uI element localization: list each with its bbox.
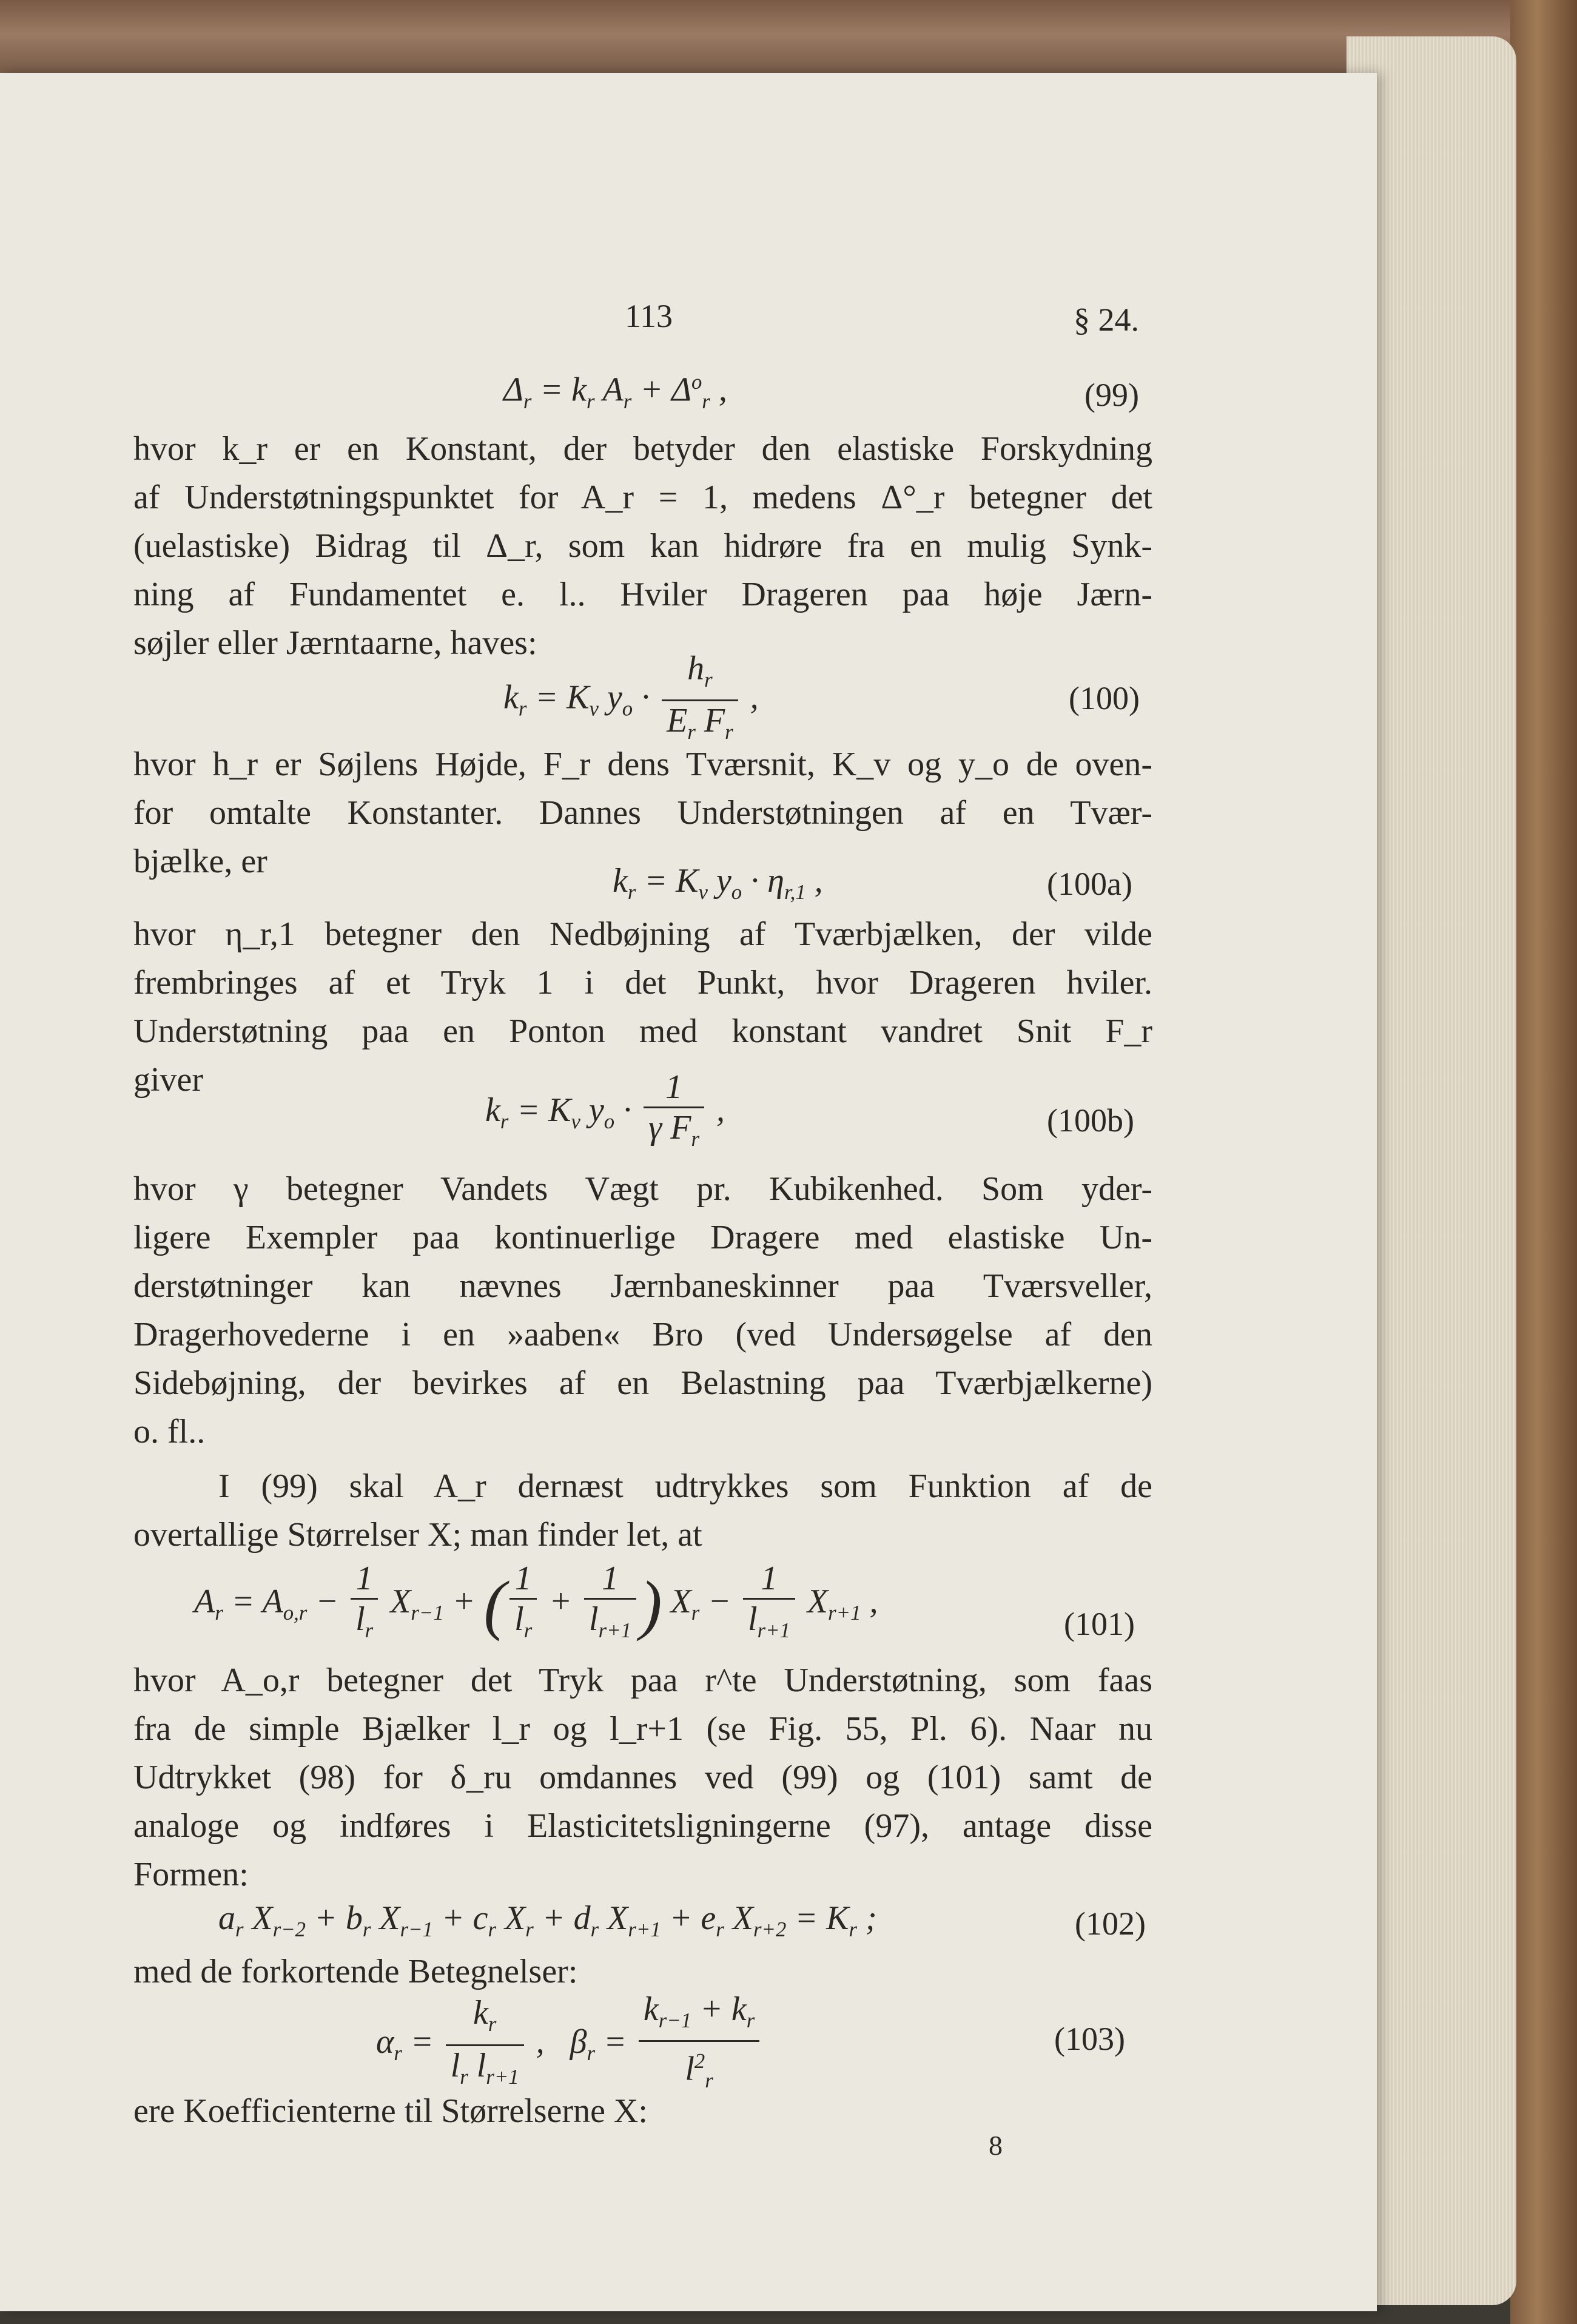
body-line: ning af Fundamentet e. l.. Hviler Drageren paa høje Jærn-: [133, 576, 1152, 613]
section-number: § 24.: [1074, 301, 1139, 338]
book-cover-top: [0, 0, 1577, 85]
page-number: 113: [625, 298, 673, 334]
body-line: frembringes af et Tryk 1 i det Punkt, hvor Drageren hviler.: [133, 964, 1152, 1002]
book-cover-right: [1510, 0, 1577, 2324]
signature-mark: 8: [989, 2130, 1003, 2161]
equation-100a: $k_r = K_v$ $y_o \cdot \eta_{r,1}$ ,: [613, 862, 823, 904]
equation-99-number: (99): [1084, 377, 1139, 413]
equation-99: $\Delta_r = k_r$ $A_r + \Delta^o_r$ ,: [503, 370, 727, 413]
body-line: Udtrykket (98) for δ_ru omdannes ved (99) og (101) samt de: [133, 1759, 1152, 1796]
equation-101: $A_r = A_{o,r}$ − $\frac{1}{l_r}$ $X_{r-1}$ + ( $\frac{1}{l_r}$ + $\frac{1}{l_{r+1}}$ ) $X_r$ − $\frac{1}{l_{r+1}}$ $X_{r+1}$ ,: [194, 1560, 878, 1643]
body-line: I (99) skal A_r dernæst udtrykkes som Funktion af de: [218, 1467, 1152, 1505]
body-line: Sidebøjning, der bevirkes af en Belastning paa Tværbjælkerne): [133, 1364, 1152, 1402]
body-line: (uelastiske) Bidrag til Δ_r, som kan hidrøre fra en mulig Synk-: [133, 527, 1152, 565]
book-page: [0, 73, 1377, 2311]
body-line: for omtalte Konstanter. Dannes Understøtningen af en Tvær-: [133, 794, 1152, 832]
equation-101-number: (101): [1064, 1606, 1135, 1642]
equation-103-number: (103): [1054, 2021, 1125, 2057]
body-line: o. fl..: [133, 1413, 206, 1450]
body-line: overtallige Størrelser X; man finder let, at: [133, 1516, 702, 1554]
body-line: fra de simple Bjælker l_r og l_r+1 (se Fig. 55, Pl. 6). Naar nu: [133, 1710, 1152, 1748]
body-line: hvor η_r,1 betegner den Nedbøjning af Tværbjælken, der vilde: [133, 915, 1152, 953]
body-line: med de forkortende Betegnelser:: [133, 1953, 578, 1990]
equation-102-number: (102): [1075, 1905, 1146, 1942]
equation-100-number: (100): [1069, 680, 1140, 716]
body-line: ere Koefficienterne til Størrelserne X:: [133, 2092, 648, 2130]
equation-100a-number: (100a): [1047, 866, 1132, 902]
body-line: Dragerhovederne i en »aaben« Bro (ved Undersøgelse af den: [133, 1316, 1152, 1353]
equation-100b-number: (100b): [1047, 1102, 1134, 1139]
equation-102: $a_r$ $X_{r-2} + b_r$ $X_{r-1} + c_r$ $X_r + d_r$ $X_{r+1} + e_r$ $X_{r+2} = K_r$ ;: [218, 1899, 877, 1942]
body-line: analoge og indføres i Elasticitetsligningerne (97), antage disse: [133, 1807, 1152, 1845]
body-line: af Understøtningspunktet for A_r = 1, medens Δ°_r betegner det: [133, 479, 1152, 516]
body-line: Formen:: [133, 1856, 249, 1893]
body-line: hvor γ betegner Vandets Vægt pr. Kubikenhed. Som yder-: [133, 1170, 1152, 1208]
body-line: bjælke, er: [133, 843, 267, 880]
equation-103: $\alpha_r$ = $\frac{k_r}{l_r l_{r+1}}$ , $\beta_r$ = $\frac{k_{r-1} + k_r}{l^2_r}$: [376, 1990, 763, 2100]
body-line: søjler eller Jærntaarne, haves:: [133, 624, 537, 662]
body-line: hvor h_r er Søjlens Højde, F_r dens Tværsnit, K_v og y_o de oven-: [133, 746, 1152, 783]
body-line: hvor A_o,r betegner det Tryk paa r^te Understøtning, som faas: [133, 1662, 1152, 1699]
equation-100: $k_r = K_v$ $y_o$ · $\frac{h_r}{E_r F_r}$ ,: [503, 650, 759, 744]
body-line: giver: [133, 1061, 204, 1099]
body-line: derstøtninger kan nævnes Jærnbaneskinner paa Tværsveller,: [133, 1267, 1152, 1305]
body-line: Understøtning paa en Ponton med konstant vandret Snit F_r: [133, 1012, 1152, 1050]
body-line: hvor k_r er en Konstant, der betyder den elastiske Forskydning: [133, 430, 1152, 468]
equation-100b: $k_r = K_v$ $y_o$ · $\frac{1}{\gamma F_r}$ ,: [485, 1068, 725, 1151]
body-line: ligere Exempler paa kontinuerlige Dragere med elastiske Un-: [133, 1219, 1152, 1256]
